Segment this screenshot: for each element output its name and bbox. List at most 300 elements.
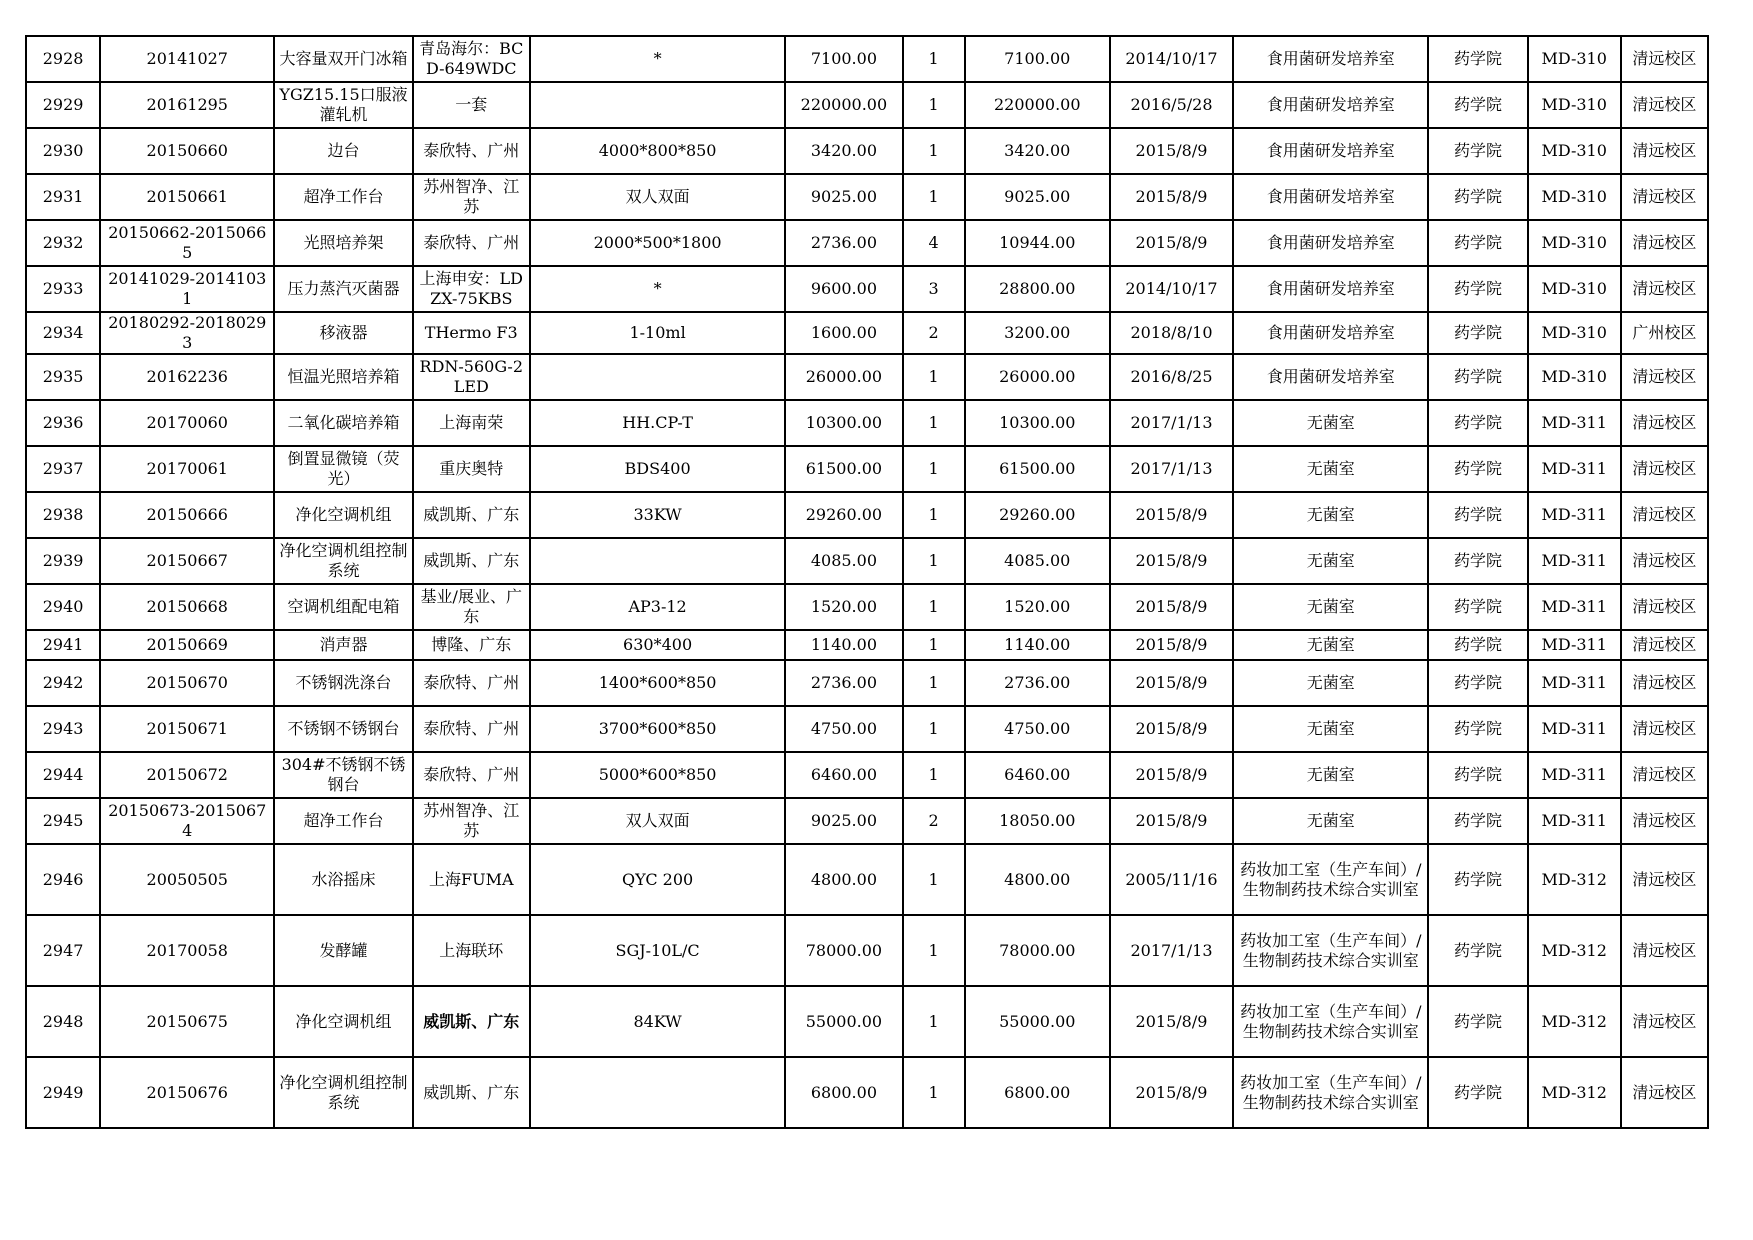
cell-date: 2015/8/9: [1110, 1057, 1233, 1128]
cell-no: 2931: [26, 174, 100, 220]
cell-spec: 2000*500*1800: [530, 220, 785, 266]
cell-code: 20150671: [100, 706, 274, 752]
cell-qty: 1: [903, 915, 965, 986]
cell-date: 2014/10/17: [1110, 36, 1233, 82]
cell-campus: 清远校区: [1621, 220, 1708, 266]
cell-campus: 清远校区: [1621, 798, 1708, 844]
cell-name: 净化空调机组控制系统: [274, 538, 412, 584]
cell-price: 61500.00: [785, 446, 902, 492]
cell-qty: 1: [903, 82, 965, 128]
cell-price: 9600.00: [785, 266, 902, 312]
cell-total: 4085.00: [965, 538, 1110, 584]
cell-room: 无菌室: [1233, 752, 1428, 798]
cell-spec: AP3-12: [530, 584, 785, 630]
cell-campus: 清远校区: [1621, 584, 1708, 630]
cell-campus: 清远校区: [1621, 174, 1708, 220]
cell-name: 超净工作台: [274, 174, 412, 220]
table-row: [26, 446, 1708, 492]
table-row: [26, 174, 1708, 220]
cell-qty: 1: [903, 706, 965, 752]
cell-campus: 清远校区: [1621, 266, 1708, 312]
table-row: [26, 752, 1708, 798]
cell-code: 20150672: [100, 752, 274, 798]
cell-code: 20180292-20180293: [100, 312, 274, 354]
cell-room: 食用菌研发培养室: [1233, 354, 1428, 400]
cell-room: 无菌室: [1233, 538, 1428, 584]
cell-brand: 苏州智净、江苏: [413, 174, 530, 220]
cell-campus: 清远校区: [1621, 36, 1708, 82]
cell-brand: 博隆、广东: [413, 630, 530, 660]
cell-code: 20150668: [100, 584, 274, 630]
cell-name: 不锈钢洗涤台: [274, 660, 412, 706]
cell-total: 9025.00: [965, 174, 1110, 220]
table-row: [26, 400, 1708, 446]
cell-date: 2015/8/9: [1110, 492, 1233, 538]
cell-qty: 1: [903, 492, 965, 538]
cell-date: 2017/1/13: [1110, 915, 1233, 986]
cell-qty: 3: [903, 266, 965, 312]
table-row: [26, 798, 1708, 844]
cell-spec: 84KW: [530, 986, 785, 1057]
cell-brand: 威凯斯、广东: [413, 986, 530, 1057]
cell-date: 2016/5/28: [1110, 82, 1233, 128]
cell-room: 无菌室: [1233, 660, 1428, 706]
cell-date: 2018/8/10: [1110, 312, 1233, 354]
cell-loc: MD-312: [1528, 986, 1621, 1057]
cell-loc: MD-310: [1528, 82, 1621, 128]
cell-spec: BDS400: [530, 446, 785, 492]
cell-code: 20170061: [100, 446, 274, 492]
cell-brand: RDN-560G-2LED: [413, 354, 530, 400]
table-row: [26, 220, 1708, 266]
cell-no: 2938: [26, 492, 100, 538]
cell-date: 2017/1/13: [1110, 400, 1233, 446]
table-row: [26, 915, 1708, 986]
cell-price: 220000.00: [785, 82, 902, 128]
cell-code: 20150670: [100, 660, 274, 706]
cell-campus: 清远校区: [1621, 128, 1708, 174]
cell-dept: 药学院: [1428, 1057, 1527, 1128]
cell-price: 7100.00: [785, 36, 902, 82]
cell-loc: MD-310: [1528, 354, 1621, 400]
cell-loc: MD-311: [1528, 584, 1621, 630]
cell-dept: 药学院: [1428, 584, 1527, 630]
cell-total: 26000.00: [965, 354, 1110, 400]
cell-code: 20170058: [100, 915, 274, 986]
cell-name: 消声器: [274, 630, 412, 660]
cell-date: 2015/8/9: [1110, 220, 1233, 266]
cell-dept: 药学院: [1428, 446, 1527, 492]
cell-code: 20150661: [100, 174, 274, 220]
cell-dept: 药学院: [1428, 312, 1527, 354]
cell-spec: [530, 82, 785, 128]
cell-campus: 清远校区: [1621, 630, 1708, 660]
cell-dept: 药学院: [1428, 798, 1527, 844]
cell-room: 无菌室: [1233, 446, 1428, 492]
cell-price: 10300.00: [785, 400, 902, 446]
cell-total: 61500.00: [965, 446, 1110, 492]
cell-code: 20162236: [100, 354, 274, 400]
cell-campus: 清远校区: [1621, 538, 1708, 584]
cell-spec: [530, 538, 785, 584]
cell-no: 2949: [26, 1057, 100, 1128]
cell-campus: 清远校区: [1621, 82, 1708, 128]
cell-price: 78000.00: [785, 915, 902, 986]
table-row: [26, 706, 1708, 752]
cell-no: 2946: [26, 844, 100, 915]
cell-date: 2015/8/9: [1110, 538, 1233, 584]
cell-name: 304#不锈钢不锈钢台: [274, 752, 412, 798]
cell-room: 食用菌研发培养室: [1233, 266, 1428, 312]
cell-loc: MD-310: [1528, 174, 1621, 220]
cell-qty: 1: [903, 538, 965, 584]
cell-brand: 上海申安：LDZX-75KBS: [413, 266, 530, 312]
cell-loc: MD-311: [1528, 400, 1621, 446]
cell-no: 2943: [26, 706, 100, 752]
cell-code: 20150669: [100, 630, 274, 660]
table-row: [26, 36, 1708, 82]
cell-price: 1140.00: [785, 630, 902, 660]
cell-room: 食用菌研发培养室: [1233, 220, 1428, 266]
cell-spec: *: [530, 266, 785, 312]
cell-price: 55000.00: [785, 986, 902, 1057]
cell-dept: 药学院: [1428, 82, 1527, 128]
cell-total: 7100.00: [965, 36, 1110, 82]
cell-no: 2945: [26, 798, 100, 844]
cell-name: 移液器: [274, 312, 412, 354]
cell-campus: 清远校区: [1621, 400, 1708, 446]
cell-date: 2005/11/16: [1110, 844, 1233, 915]
cell-dept: 药学院: [1428, 986, 1527, 1057]
cell-qty: 1: [903, 752, 965, 798]
cell-qty: 1: [903, 986, 965, 1057]
cell-no: 2940: [26, 584, 100, 630]
cell-code: 20150676: [100, 1057, 274, 1128]
cell-total: 10300.00: [965, 400, 1110, 446]
cell-no: 2932: [26, 220, 100, 266]
cell-dept: 药学院: [1428, 174, 1527, 220]
cell-spec: 双人双面: [530, 174, 785, 220]
table-row: [26, 128, 1708, 174]
cell-price: 3420.00: [785, 128, 902, 174]
cell-loc: MD-310: [1528, 220, 1621, 266]
cell-dept: 药学院: [1428, 492, 1527, 538]
cell-date: 2015/8/9: [1110, 660, 1233, 706]
cell-code: 20050505: [100, 844, 274, 915]
cell-brand: 威凯斯、广东: [413, 538, 530, 584]
cell-loc: MD-310: [1528, 36, 1621, 82]
cell-name: 超净工作台: [274, 798, 412, 844]
cell-total: 55000.00: [965, 986, 1110, 1057]
cell-room: 药妆加工室（生产车间）/生物制药技术综合实训室: [1233, 844, 1428, 915]
cell-no: 2942: [26, 660, 100, 706]
cell-loc: MD-311: [1528, 798, 1621, 844]
cell-brand: 泰欣特、广州: [413, 128, 530, 174]
cell-room: 食用菌研发培养室: [1233, 128, 1428, 174]
table-row: [26, 660, 1708, 706]
cell-qty: 2: [903, 798, 965, 844]
cell-room: 药妆加工室（生产车间）/生物制药技术综合实训室: [1233, 986, 1428, 1057]
cell-qty: 1: [903, 1057, 965, 1128]
cell-name: 发酵罐: [274, 915, 412, 986]
cell-dept: 药学院: [1428, 128, 1527, 174]
table-row: [26, 538, 1708, 584]
cell-qty: 1: [903, 584, 965, 630]
cell-brand: THermo F3: [413, 312, 530, 354]
cell-brand: 上海南荣: [413, 400, 530, 446]
cell-brand: 泰欣特、广州: [413, 752, 530, 798]
cell-total: 1520.00: [965, 584, 1110, 630]
cell-date: 2016/8/25: [1110, 354, 1233, 400]
cell-dept: 药学院: [1428, 220, 1527, 266]
cell-date: 2015/8/9: [1110, 706, 1233, 752]
cell-name: 光照培养架: [274, 220, 412, 266]
cell-no: 2930: [26, 128, 100, 174]
cell-room: 药妆加工室（生产车间）/生物制药技术综合实训室: [1233, 915, 1428, 986]
cell-brand: 泰欣特、广州: [413, 220, 530, 266]
cell-no: 2939: [26, 538, 100, 584]
cell-loc: MD-310: [1528, 128, 1621, 174]
cell-total: 18050.00: [965, 798, 1110, 844]
cell-campus: 清远校区: [1621, 986, 1708, 1057]
cell-total: 1140.00: [965, 630, 1110, 660]
cell-campus: 清远校区: [1621, 660, 1708, 706]
cell-brand: 上海FUMA: [413, 844, 530, 915]
cell-spec: 1400*600*850: [530, 660, 785, 706]
cell-brand: 上海联环: [413, 915, 530, 986]
table-row: [26, 492, 1708, 538]
table-row: [26, 630, 1708, 660]
cell-loc: MD-312: [1528, 844, 1621, 915]
cell-code: 20141027: [100, 36, 274, 82]
cell-spec: 5000*600*850: [530, 752, 785, 798]
cell-name: 净化空调机组: [274, 986, 412, 1057]
cell-brand: 泰欣特、广州: [413, 660, 530, 706]
cell-total: 78000.00: [965, 915, 1110, 986]
cell-campus: 清远校区: [1621, 844, 1708, 915]
cell-dept: 药学院: [1428, 354, 1527, 400]
cell-date: 2015/8/9: [1110, 986, 1233, 1057]
table-row: [26, 844, 1708, 915]
cell-room: 无菌室: [1233, 400, 1428, 446]
cell-total: 4800.00: [965, 844, 1110, 915]
cell-spec: HH.CP-T: [530, 400, 785, 446]
cell-date: 2015/8/9: [1110, 128, 1233, 174]
cell-name: 水浴摇床: [274, 844, 412, 915]
cell-spec: 1-10ml: [530, 312, 785, 354]
cell-campus: 清远校区: [1621, 915, 1708, 986]
cell-room: 无菌室: [1233, 706, 1428, 752]
cell-campus: 广州校区: [1621, 312, 1708, 354]
cell-brand: 基业/展业、广东: [413, 584, 530, 630]
cell-no: 2944: [26, 752, 100, 798]
cell-brand: 威凯斯、广东: [413, 492, 530, 538]
table-row: [26, 354, 1708, 400]
cell-no: 2947: [26, 915, 100, 986]
cell-room: 食用菌研发培养室: [1233, 82, 1428, 128]
cell-loc: MD-311: [1528, 492, 1621, 538]
cell-qty: 1: [903, 174, 965, 220]
cell-brand: 青岛海尔：BCD-649WDC: [413, 36, 530, 82]
cell-spec: QYC 200: [530, 844, 785, 915]
table-row: [26, 986, 1708, 1057]
cell-name: 不锈钢不锈钢台: [274, 706, 412, 752]
cell-date: 2015/8/9: [1110, 630, 1233, 660]
cell-qty: 1: [903, 36, 965, 82]
cell-dept: 药学院: [1428, 706, 1527, 752]
cell-loc: MD-311: [1528, 538, 1621, 584]
cell-spec: *: [530, 36, 785, 82]
table-row: [26, 266, 1708, 312]
cell-price: 9025.00: [785, 798, 902, 844]
cell-qty: 1: [903, 354, 965, 400]
cell-price: 29260.00: [785, 492, 902, 538]
cell-name: 大容量双开门冰箱: [274, 36, 412, 82]
cell-loc: MD-311: [1528, 660, 1621, 706]
cell-no: 2936: [26, 400, 100, 446]
cell-loc: MD-312: [1528, 915, 1621, 986]
cell-campus: 清远校区: [1621, 706, 1708, 752]
cell-loc: MD-311: [1528, 630, 1621, 660]
cell-no: 2934: [26, 312, 100, 354]
cell-total: 6460.00: [965, 752, 1110, 798]
cell-spec: 双人双面: [530, 798, 785, 844]
cell-qty: 1: [903, 630, 965, 660]
cell-no: 2933: [26, 266, 100, 312]
cell-name: 倒置显微镜（荧光）: [274, 446, 412, 492]
cell-room: 无菌室: [1233, 798, 1428, 844]
cell-dept: 药学院: [1428, 752, 1527, 798]
cell-loc: MD-310: [1528, 266, 1621, 312]
cell-dept: 药学院: [1428, 660, 1527, 706]
cell-dept: 药学院: [1428, 400, 1527, 446]
cell-name: 净化空调机组控制系统: [274, 1057, 412, 1128]
cell-price: 4750.00: [785, 706, 902, 752]
cell-total: 2736.00: [965, 660, 1110, 706]
cell-no: 2941: [26, 630, 100, 660]
cell-dept: 药学院: [1428, 844, 1527, 915]
cell-spec: SGJ-10L/C: [530, 915, 785, 986]
cell-campus: 清远校区: [1621, 446, 1708, 492]
cell-spec: [530, 1057, 785, 1128]
cell-campus: 清远校区: [1621, 752, 1708, 798]
cell-qty: 1: [903, 400, 965, 446]
cell-total: 10944.00: [965, 220, 1110, 266]
cell-total: 220000.00: [965, 82, 1110, 128]
cell-code: 20150662-20150665: [100, 220, 274, 266]
cell-name: 二氧化碳培养箱: [274, 400, 412, 446]
cell-room: 无菌室: [1233, 492, 1428, 538]
cell-qty: 1: [903, 660, 965, 706]
cell-spec: 33KW: [530, 492, 785, 538]
cell-room: 药妆加工室（生产车间）/生物制药技术综合实训室: [1233, 1057, 1428, 1128]
cell-brand: 泰欣特、广州: [413, 706, 530, 752]
cell-code: 20141029-20141031: [100, 266, 274, 312]
cell-no: 2937: [26, 446, 100, 492]
cell-brand: 苏州智净、江苏: [413, 798, 530, 844]
cell-name: 恒温光照培养箱: [274, 354, 412, 400]
cell-brand: 威凯斯、广东: [413, 1057, 530, 1128]
cell-price: 9025.00: [785, 174, 902, 220]
cell-qty: 1: [903, 128, 965, 174]
cell-name: 边台: [274, 128, 412, 174]
cell-code: 20150660: [100, 128, 274, 174]
cell-total: 28800.00: [965, 266, 1110, 312]
cell-loc: MD-312: [1528, 1057, 1621, 1128]
cell-total: 3420.00: [965, 128, 1110, 174]
cell-price: 1520.00: [785, 584, 902, 630]
cell-dept: 药学院: [1428, 36, 1527, 82]
cell-brand: 重庆奥特: [413, 446, 530, 492]
cell-name: YGZ15.15口服液灌轧机: [274, 82, 412, 128]
cell-price: 6800.00: [785, 1057, 902, 1128]
cell-total: 3200.00: [965, 312, 1110, 354]
table-row: [26, 312, 1708, 354]
cell-campus: 清远校区: [1621, 1057, 1708, 1128]
cell-no: 2935: [26, 354, 100, 400]
cell-date: 2015/8/9: [1110, 584, 1233, 630]
cell-price: 6460.00: [785, 752, 902, 798]
cell-total: 4750.00: [965, 706, 1110, 752]
cell-loc: MD-311: [1528, 446, 1621, 492]
cell-date: 2014/10/17: [1110, 266, 1233, 312]
cell-room: 无菌室: [1233, 584, 1428, 630]
cell-spec: 3700*600*850: [530, 706, 785, 752]
cell-code: 20170060: [100, 400, 274, 446]
equipment-table: [25, 35, 1709, 1129]
cell-campus: 清远校区: [1621, 492, 1708, 538]
table-row: [26, 584, 1708, 630]
cell-room: 食用菌研发培养室: [1233, 36, 1428, 82]
cell-room: 食用菌研发培养室: [1233, 312, 1428, 354]
cell-price: 2736.00: [785, 220, 902, 266]
cell-dept: 药学院: [1428, 915, 1527, 986]
cell-loc: MD-311: [1528, 706, 1621, 752]
cell-price: 2736.00: [785, 660, 902, 706]
cell-date: 2015/8/9: [1110, 174, 1233, 220]
cell-name: 空调机组配电箱: [274, 584, 412, 630]
cell-spec: [530, 354, 785, 400]
cell-no: 2929: [26, 82, 100, 128]
cell-dept: 药学院: [1428, 538, 1527, 584]
cell-total: 6800.00: [965, 1057, 1110, 1128]
cell-room: 食用菌研发培养室: [1233, 174, 1428, 220]
cell-spec: 4000*800*850: [530, 128, 785, 174]
cell-price: 26000.00: [785, 354, 902, 400]
cell-code: 20161295: [100, 82, 274, 128]
cell-dept: 药学院: [1428, 630, 1527, 660]
cell-spec: 630*400: [530, 630, 785, 660]
cell-loc: MD-310: [1528, 312, 1621, 354]
cell-date: 2015/8/9: [1110, 798, 1233, 844]
cell-qty: 2: [903, 312, 965, 354]
cell-name: 压力蒸汽灭菌器: [274, 266, 412, 312]
cell-room: 无菌室: [1233, 630, 1428, 660]
cell-code: 20150667: [100, 538, 274, 584]
cell-date: 2015/8/9: [1110, 752, 1233, 798]
cell-price: 1600.00: [785, 312, 902, 354]
cell-campus: 清远校区: [1621, 354, 1708, 400]
cell-loc: MD-311: [1528, 752, 1621, 798]
cell-qty: 1: [903, 446, 965, 492]
cell-price: 4800.00: [785, 844, 902, 915]
cell-no: 2928: [26, 36, 100, 82]
cell-dept: 药学院: [1428, 266, 1527, 312]
cell-no: 2948: [26, 986, 100, 1057]
cell-qty: 1: [903, 844, 965, 915]
cell-code: 20150666: [100, 492, 274, 538]
cell-price: 4085.00: [785, 538, 902, 584]
